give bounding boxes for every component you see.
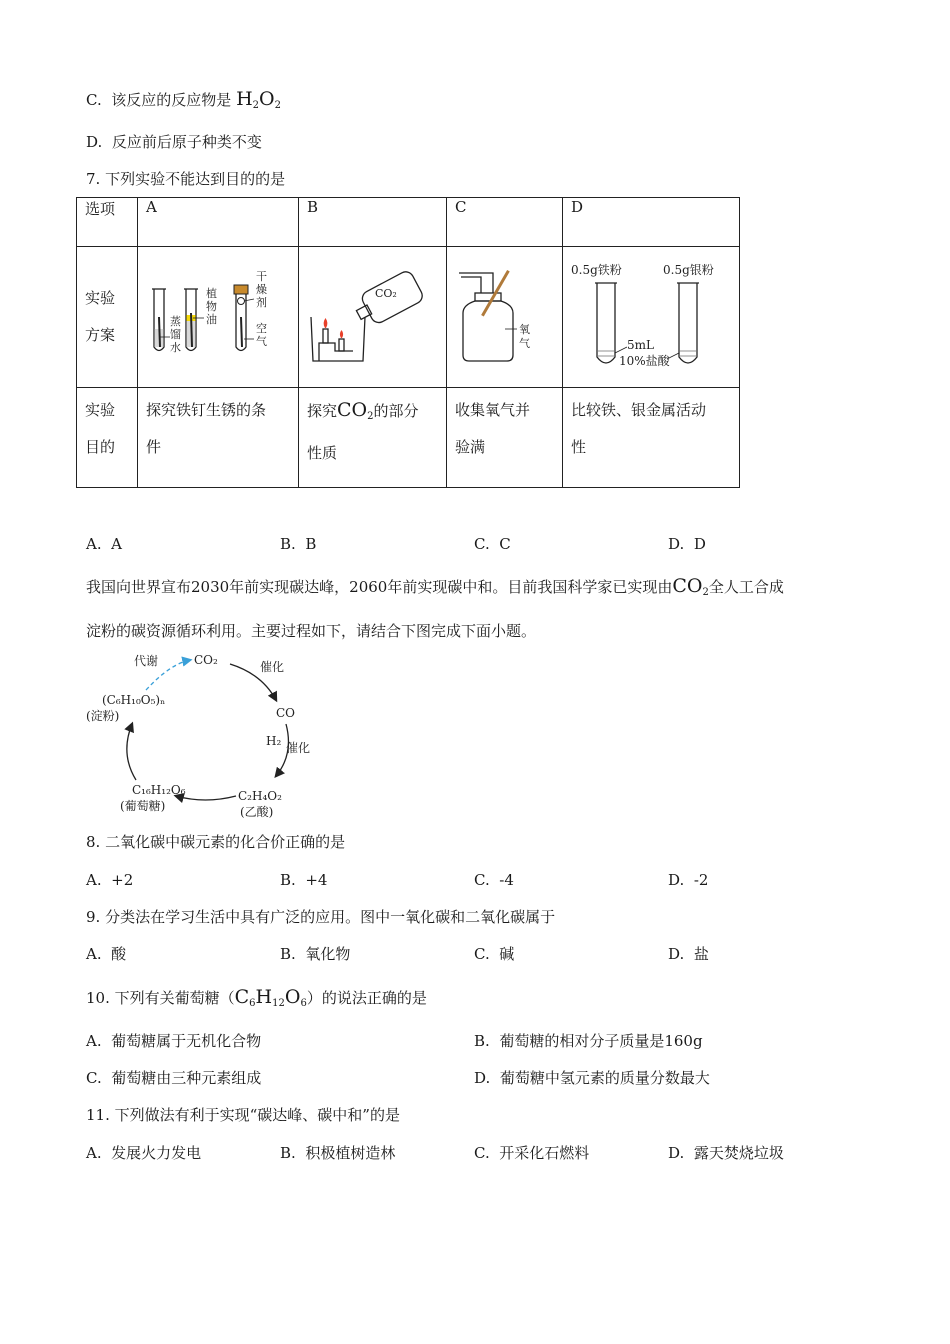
diagram-a-cell [138, 247, 299, 388]
cycle-co: CO [276, 706, 296, 720]
svg-text:气: 气 [519, 337, 530, 350]
q8-stem: 8. 二氧化碳中碳元素的化合价正确的是 [86, 833, 346, 851]
diagram-d-cell [563, 247, 740, 388]
svg-text:馏: 馏 [170, 328, 181, 341]
h2o2-formula: $H_2O_2$ [236, 88, 281, 111]
passage-line-2: 淀粉的碳资源循环利用。主要过程如下，请结合下图完成下面小题。 [86, 622, 537, 640]
svg-text:空: 空 [256, 322, 267, 335]
svg-text:蒸: 蒸 [170, 315, 181, 328]
cycle-catalysis-2: 催化 [286, 741, 311, 755]
table-row-plan [77, 247, 740, 388]
header-col-a: A [138, 198, 299, 247]
purpose-c: 收集氧气并 验满 [447, 388, 563, 488]
q7-stem: 7. 下列实验不能达到目的的是 [86, 170, 286, 188]
svg-text:物: 物 [206, 300, 217, 313]
svg-text:干: 干 [256, 270, 267, 283]
cycle-h2: H₂ [266, 734, 282, 748]
q6-option-d: D. 反应前后原子种类不变 [86, 133, 262, 151]
svg-text:气: 气 [256, 335, 267, 348]
header-col-d: D [563, 198, 740, 247]
rusting-test-tubes-diagram [138, 247, 298, 383]
diagram-b-cell [299, 247, 447, 388]
cycle-glucose-name: (葡萄糖) [120, 799, 166, 813]
q10-answer-b[interactable]: B. 葡萄糖的相对分子质量是160g [474, 1032, 703, 1050]
q7-answer-b[interactable]: B. B [280, 535, 317, 553]
svg-text:0.5g银粉: 0.5g银粉 [663, 263, 714, 277]
carbon-cycle-diagram [80, 644, 340, 824]
header-label: 选项 [77, 198, 138, 247]
passage-line-1: 我国向世界宣布2030年前实现碳达峰，2060年前实现碳中和。目前我国科学家已实现由$CO_2$全人工合成 [86, 575, 784, 598]
svg-text:10%盐酸: 10%盐酸 [619, 354, 670, 368]
cycle-glucose: C₁₆H₁₂O₆ [132, 783, 186, 797]
svg-text:CO₂: CO₂ [375, 287, 397, 300]
q9-stem: 9. 分类法在学习生活中具有广泛的应用。图中一氧化碳和二氧化碳属于 [86, 908, 556, 926]
oxygen-collection-diagram [447, 247, 562, 383]
svg-text:燥: 燥 [256, 283, 267, 296]
q7-answer-c[interactable]: C. C [474, 535, 511, 553]
q11-answer-c[interactable]: C. 开采化石燃料 [474, 1144, 590, 1162]
q10-answer-d[interactable]: D. 葡萄糖中氢元素的质量分数最大 [474, 1069, 710, 1087]
q9-answer-d[interactable]: D. 盐 [668, 945, 709, 963]
diagram-c-cell [447, 247, 563, 388]
experiment-table [76, 197, 740, 488]
metal-acid-diagram [563, 247, 739, 383]
table-row-purpose [77, 388, 740, 488]
purpose-d: 比较铁、银金属活动 性 [563, 388, 740, 488]
svg-text:水: 水 [170, 341, 181, 354]
cycle-starch: (C₆H₁₀O₅)ₙ [102, 693, 166, 707]
cycle-starch-name: (淀粉) [86, 709, 120, 723]
co2-candle-diagram [299, 247, 446, 383]
purpose-label: 实验 目的 [77, 388, 138, 488]
q8-answer-b[interactable]: B. +4 [280, 871, 328, 889]
q7-answer-d[interactable]: D. D [668, 535, 706, 553]
cycle-acetic-name: (乙酸) [240, 805, 274, 819]
svg-text:油: 油 [206, 313, 217, 326]
q8-answer-c[interactable]: C. -4 [474, 871, 514, 889]
svg-text:0.5g铁粉: 0.5g铁粉 [571, 263, 622, 277]
q10-answer-a[interactable]: A. 葡萄糖属于无机化合物 [86, 1032, 262, 1050]
q11-answer-b[interactable]: B. 积极植树造林 [280, 1144, 396, 1162]
cycle-catalysis-1: 催化 [260, 660, 285, 674]
q9-answer-b[interactable]: B. 氧化物 [280, 945, 351, 963]
svg-text:植: 植 [206, 287, 217, 300]
q8-answer-a[interactable]: A. +2 [86, 871, 134, 889]
q7-answer-a[interactable]: A. A [86, 535, 122, 553]
q11-stem: 11. 下列做法有利于实现“碳达峰、碳中和”的是 [86, 1106, 400, 1124]
q9-answer-a[interactable]: A. 酸 [86, 945, 127, 963]
cycle-acetic: C₂H₄O₂ [238, 789, 282, 803]
svg-text:氧: 氧 [519, 323, 530, 336]
svg-text:5mL: 5mL [627, 338, 654, 352]
purpose-b: 探究$CO_2$的部分 性质 [299, 388, 447, 488]
q6-option-c: C. 该反应的反应物是 $H_2O_2$ [86, 88, 281, 111]
cycle-metabolism: 代谢 [134, 654, 159, 668]
svg-text:剂: 剂 [256, 296, 267, 309]
header-col-b: B [299, 198, 447, 247]
plan-label: 实验 方案 [77, 247, 138, 388]
q8-answer-d[interactable]: D. -2 [668, 871, 709, 889]
q10-answer-c[interactable]: C. 葡萄糖由三种元素组成 [86, 1069, 262, 1087]
q11-answer-d[interactable]: D. 露天焚烧垃圾 [668, 1144, 784, 1162]
cycle-co2: CO₂ [194, 653, 218, 667]
q10-stem: 10. 下列有关葡萄糖$(C_6H_{12}O_6)$的说法正确的是 [86, 986, 427, 1009]
q9-answer-c[interactable]: C. 碱 [474, 945, 515, 963]
header-col-c: C [447, 198, 563, 247]
purpose-a: 探究铁钉生锈的条 件 [138, 388, 299, 488]
q11-answer-a[interactable]: A. 发展火力发电 [86, 1144, 202, 1162]
table-header-row [77, 198, 740, 247]
